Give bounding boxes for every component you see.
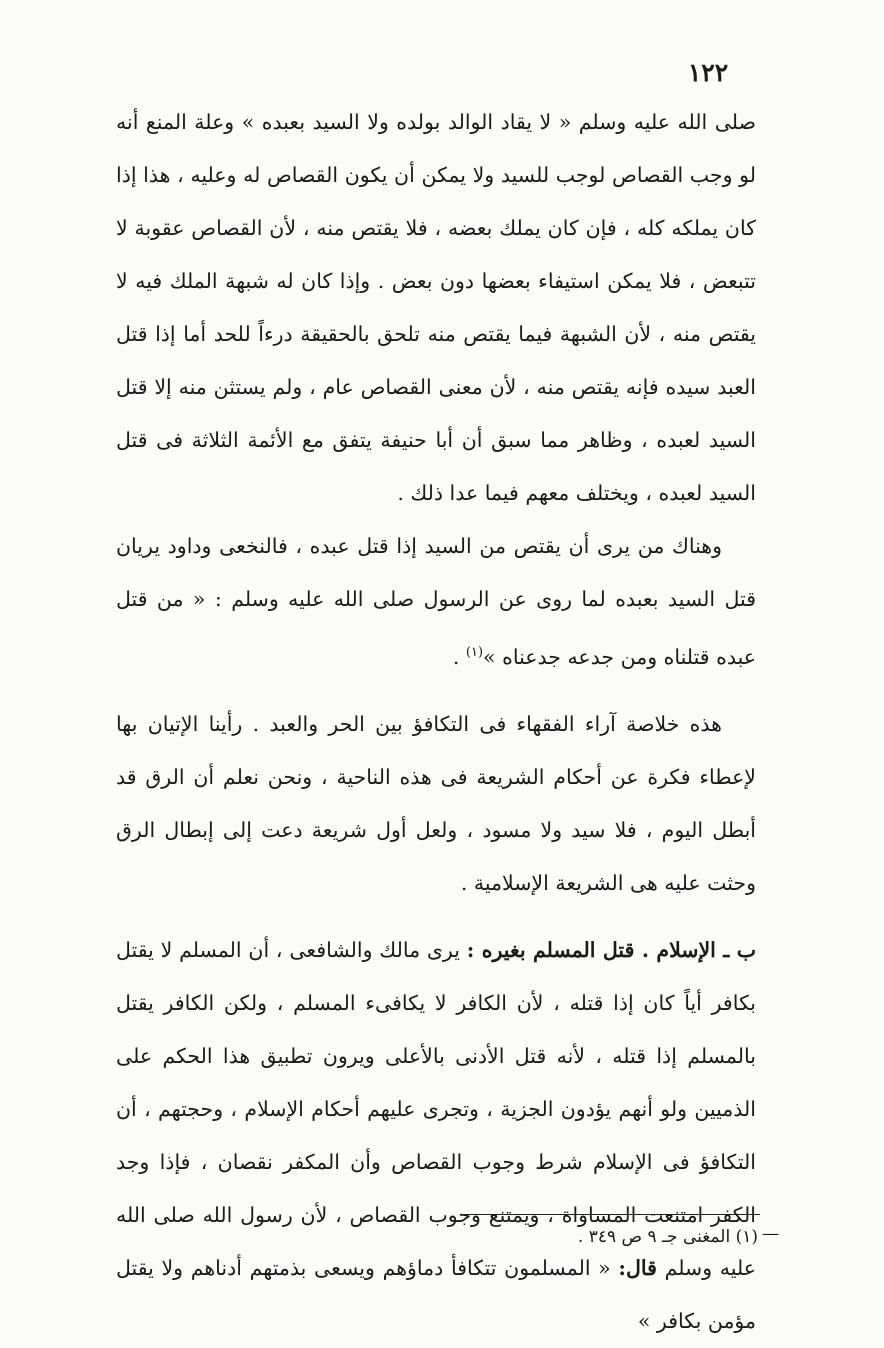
- footnote: (١) المغنى جـ ٩ ص ٣٤٩ .: [577, 1227, 758, 1247]
- qal-word: قال:: [618, 1255, 657, 1280]
- paragraph-2: [116, 520, 756, 684]
- body-text: [116, 96, 756, 1348]
- footnote-divider: [462, 1214, 760, 1215]
- hadith-quote: « المسلمون تتكافأ دماؤهم ويسعى بذمتهم أدناهم ولا يقتل مؤمن بكافر »: [116, 1255, 756, 1333]
- paragraph-3: هذه خلاصة آراء الفقهاء فى التكافؤ بين الحر والعبد . رأينا الإتيان بها لإعطاء فكرة عن أحكام الشريعة فى هذه الناحية ، ونحن نعلم أن الرق قد أبطل اليوم ، فلا سيد ولا مسود ، ولعل أول شريعة دعت إلى إبطال الرق وحثت عليه هى الشريعة الإسلامية .: [116, 711, 756, 895]
- paragraph-2-end: .: [452, 644, 466, 669]
- paragraph-1: صلى الله عليه وسلم « لا يقاد الوالد بولده ولا السيد بعبده » وعلة المنع أنه لو وجب القصاص لوجب للسيد ولا يمكن أن يكون القصاص له وعليه ، هذا إذا كان يملكه كله ، فإن كان يملك بعضه ، فلا يقتص منه ، لأن القصاص عقوبة لا تتبعض ، فلا يمكن استيفاء بعضها دون بعض . وإذا كان له شبهة الملك فيه لا يقتص منه ، لأن الشبهة فيما يقتص منه تلحق بالحقيقة درءاً للحد أما إذا قتل العبد سيده فإنه يقتص منه ، لأن معنى القصاص عام ، ولم يستثن منه إلا قتل السيد لعبده ، وظاهر مما سبق أن أبا حنيفة يتفق مع الأئمة الثلاثة فى قتل السيد لعبده ، ويختلف معهم فيما عدا ذلك .: [116, 110, 756, 505]
- section-heading: ب ـ الإسلام . قتل المسلم بغيره :: [466, 937, 757, 962]
- paragraph-gap: [116, 684, 756, 698]
- paragraph-gap: [116, 910, 756, 924]
- paragraph-4-text: يرى مالك والشافعى ، أن المسلم لا يقتل بكافر أياً كان إذا قتله ، لأن الكافر لا يكافىء المسلم ، ولكن الكافر يقتل بالمسلم إذا قتله ، لأنه قتل الأدنى بالأعلى ويرون تطبيق هذا الحكم على الذميين ولو أنهم يؤدون الجزية ، وتجرى عليهم أحكام الإسلام ، وحجتهم ، أن التكافؤ فى الإسلام شرط وجوب القصاص وأن المكفر نقصان ، فإذا وجد الكفر امتنعت المساواة ، ويمتنع وجوب القصاص ، لأن رسول الله صلى الله عليه وسلم: [116, 937, 756, 1280]
- paragraph-2-text: وهناك من يرى أن يقتص من السيد إذا قتل عبده ، فالنخعى وداود يريان قتل السيد بعبده لما روى عن الرسول صلى الله عليه وسلم : « من قتل عبده قتلناه ومن جدعه جدعناه »: [116, 534, 756, 669]
- paragraph-4: [116, 924, 756, 1348]
- footnote-reference: (١): [465, 645, 484, 660]
- page-number: ١٢٢: [687, 58, 729, 87]
- footnote-dash: —: [762, 1224, 779, 1244]
